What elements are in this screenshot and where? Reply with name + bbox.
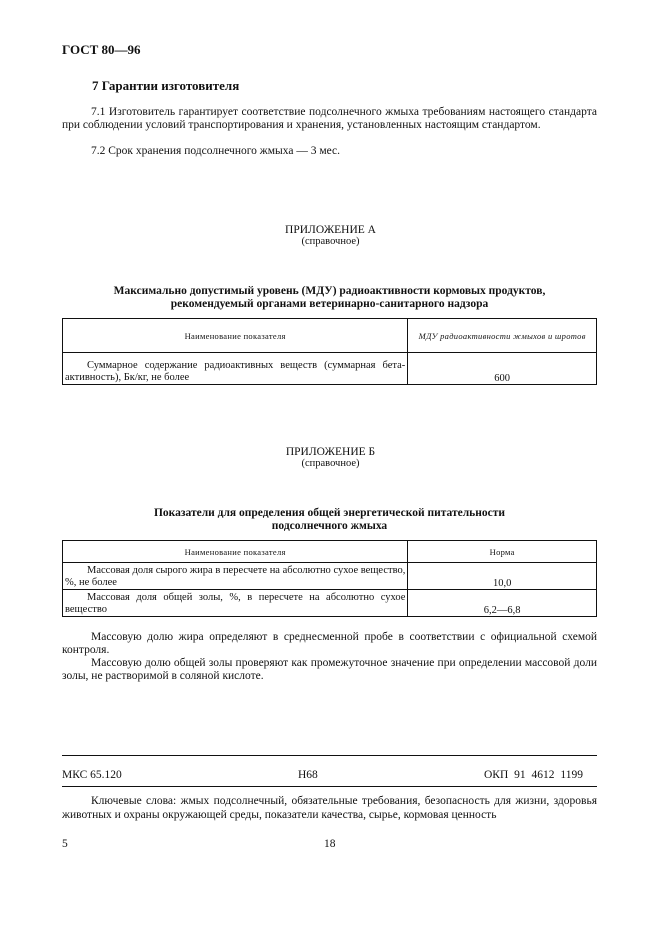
footer-okp: ОКП 91 4612 1199 xyxy=(484,769,583,781)
table-row xyxy=(63,590,597,617)
footer-bottom-rule xyxy=(62,786,597,787)
appendix-a-table-title xyxy=(62,285,597,311)
appendix-b-table xyxy=(62,540,597,617)
appendix-a-title: ПРИЛОЖЕНИЕ А xyxy=(285,224,376,236)
footer-mks: МКС 65.120 xyxy=(62,769,122,781)
note-fat: Массовую долю жира определяют в среднесменной пробе в соответствии с официальной схемой контроля. xyxy=(62,631,597,656)
column-header-mdu: МДУ радиоактивности жмыхов и шротов xyxy=(408,319,597,353)
appendix-b-table-title-line-2: подсолнечного жмыха xyxy=(271,520,388,532)
column-header-norm: Норма xyxy=(408,541,597,563)
footer-code: Н68 xyxy=(298,769,318,781)
footer-top-rule xyxy=(62,755,597,756)
appendix-b-table-title-line-1: Показатели для определения общей энергетической питательности xyxy=(153,507,506,519)
appendix-b-table-title xyxy=(62,507,597,533)
column-header-indicator: Наименование показателя xyxy=(63,319,408,353)
keywords: Ключевые слова: жмых подсолнечный, обязательные требования, безопасность для жизни, здоровья животных и охраны окружающей среды, показатели качества, сырье, кормовая ценность xyxy=(62,795,597,821)
column-header-indicator: Наименование показателя xyxy=(63,541,408,563)
row-indicator-value: 600 xyxy=(408,353,597,385)
row-indicator-value: 10,0 xyxy=(408,563,597,590)
table-row xyxy=(63,353,597,385)
row-indicator-name: Массовая доля общей золы, %, в пересчете на абсолютно сухое вещество xyxy=(63,590,408,617)
row-indicator-value: 6,2—6,8 xyxy=(408,590,597,617)
page-number-left: 5 xyxy=(62,838,68,850)
note-ash: Массовую долю общей золы проверяют как промежуточное значение при определении массовой доли золы, не растворимой в соляной кислоте. xyxy=(62,657,597,682)
paragraph-7-1: 7.1 Изготовитель гарантирует соответствие подсолнечного жмыха требованиям настоящего стандарта при соблюдении условий транспортирования и хранения, установленных настоящим стандартом. xyxy=(62,106,597,131)
appendix-a-subtitle: (справочное) xyxy=(301,236,360,247)
document-code: ГОСТ 80—96 xyxy=(62,42,141,57)
page-number-center: 18 xyxy=(324,838,336,850)
appendix-b-subtitle: (справочное) xyxy=(301,458,360,469)
appendix-a-table-title-line-2: рекомендуемый органами ветеринарно-санитарного надзора xyxy=(170,298,489,310)
appendix-a-table-title-line-1: Максимально допустимый уровень (МДУ) радиоактивности кормовых продуктов, xyxy=(113,285,546,297)
appendix-b-title: ПРИЛОЖЕНИЕ Б xyxy=(285,446,376,458)
row-indicator-name: Массовая доля сырого жира в пересчете на абсолютно сухое вещество, %, не более xyxy=(63,563,408,590)
paragraph-7-2: 7.2 Срок хранения подсолнечного жмыха — 3 мес. xyxy=(91,145,340,157)
appendix-a-table xyxy=(62,318,597,385)
table-header-row xyxy=(63,541,597,563)
table-header-row xyxy=(63,319,597,353)
row-indicator-name: Суммарное содержание радиоактивных веществ (суммарная бета-активность), Бк/кг, не более xyxy=(63,353,408,385)
table-row xyxy=(63,563,597,590)
section-7-title: 7 Гарантии изготовителя xyxy=(92,78,240,93)
